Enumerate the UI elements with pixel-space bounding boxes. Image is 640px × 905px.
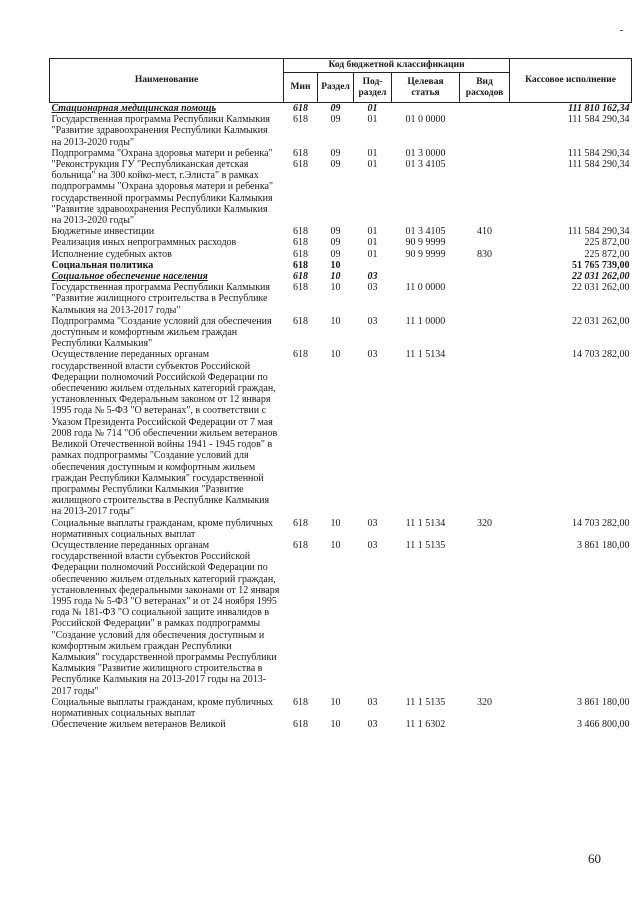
budget-execution-table	[49, 58, 632, 730]
row-vid-raskhodov	[460, 316, 510, 350]
table-row	[50, 719, 632, 730]
row-podrazdel: 03	[367, 517, 378, 529]
row-razdel: 10	[330, 349, 341, 361]
row-razdel: 09	[330, 237, 341, 249]
row-name: Государственная программа Республики Калмыкия "Развитие здравоохранения Республики Калмыкия на 2013-2020 годы"	[51, 114, 271, 148]
row-cash-execution: 14 703 282,00	[572, 349, 630, 361]
row-razdel: 10	[330, 282, 341, 294]
row-min: 618	[293, 259, 308, 271]
row-razdel: 10	[330, 539, 341, 551]
row-vid-raskhodov: 320	[477, 696, 492, 708]
row-cash-execution: 3 861 180,00	[577, 696, 630, 708]
row-razdel: 10	[330, 696, 341, 708]
row-min: 618	[293, 271, 308, 283]
row-name: Стационарная медицинская помощь	[51, 103, 217, 114]
row-razdel: 10	[330, 517, 341, 529]
row-podrazdel: 03	[367, 719, 378, 731]
row-vid-raskhodov	[460, 271, 510, 282]
row-vid-raskhodov	[460, 159, 510, 226]
row-podrazdel: 03	[367, 696, 378, 708]
table-body	[50, 103, 632, 731]
row-min: 618	[293, 719, 308, 731]
header-classification-group: Код бюджетной классификации	[284, 59, 510, 73]
row-cash-execution: 111 584 290,34	[567, 226, 630, 238]
row-podrazdel: 01	[367, 237, 378, 249]
row-vid-raskhodov: 830	[477, 248, 492, 260]
row-min: 618	[293, 315, 308, 327]
row-cash-execution: 111 584 290,34	[567, 114, 630, 126]
row-min: 618	[293, 517, 308, 529]
table-row	[50, 103, 632, 115]
row-podrazdel: 01	[367, 114, 378, 126]
table-row	[50, 282, 632, 316]
row-celevaya-statya: 01 0 0000	[405, 114, 446, 126]
row-cash-execution: 14 703 282,00	[572, 517, 630, 529]
row-celevaya-statya: 01 3 0000	[405, 147, 446, 159]
row-cash-execution: 111 584 290,34	[567, 159, 630, 171]
table-header	[50, 59, 632, 103]
table-row	[50, 518, 632, 540]
row-celevaya-statya: 01 3 4105	[405, 159, 446, 171]
row-cash-execution: 51 765 739,00	[572, 259, 630, 271]
table-row	[50, 148, 632, 159]
table-row	[50, 316, 632, 350]
row-celevaya-statya: 11 1 5134	[405, 349, 446, 361]
page-number: 60	[588, 851, 601, 866]
row-podrazdel: 01	[367, 248, 378, 260]
row-podrazdel: 03	[367, 282, 378, 294]
row-min: 618	[293, 226, 308, 238]
row-name: Социальные выплаты гражданам, кроме публичных нормативных социальных выплат	[51, 517, 274, 540]
row-celevaya-statya: 90 9 9999	[405, 237, 446, 249]
header-vid-raskhodov: Вид расходов	[460, 73, 510, 103]
table-row	[50, 237, 632, 248]
budget-table-sheet	[49, 58, 631, 730]
row-razdel: 09	[330, 103, 341, 114]
row-vid-raskhodov	[460, 540, 510, 697]
row-podrazdel: 03	[367, 349, 378, 361]
row-celevaya-statya: 11 1 5134	[405, 517, 446, 529]
row-razdel: 09	[330, 114, 341, 126]
row-min: 618	[293, 282, 308, 294]
row-celevaya-statya: 11 1 0000	[405, 315, 446, 327]
row-name: Социальная политика	[51, 259, 154, 271]
row-cash-execution: 22 031 262,00	[572, 282, 630, 294]
row-vid-raskhodov	[460, 148, 510, 159]
row-name: Подпрограмма "Создание условий для обеспечения доступным и комфортным жильем граждан Республики Калмыкия"	[51, 315, 272, 350]
row-podrazdel: 01	[367, 159, 378, 171]
table-row	[50, 540, 632, 697]
row-celevaya-statya: 90 9 9999	[405, 248, 446, 260]
header-min: Мин	[284, 73, 318, 103]
row-name: Осуществление переданных органам государственной власти субъектов Российской Федерации полномочий Российской Федерации по обеспечению жильем отдельных категорий граждан, установленных Федеральным законом от 12 января 1995 года № 5-ФЗ "О ветеранах", в соответствии с Указом Президента Российской Федерации от 7 мая 2008 года № 714 "Об обеспечении жильем ветеранов Великой Отечественной войны 1941 - 1945 годов" в рамках подпрограммы "Создание условий для обеспечения доступным и комфортным жильем граждан Республики Калмыкия" государственной программы Республики Калмыкия "Развитие жилищного строительства в Республике Калмыкия на 2013-2017 годы"	[51, 349, 278, 518]
row-name: Обеспечение жильем ветеранов Великой	[51, 719, 226, 731]
header-razdel: Раздел	[318, 73, 354, 103]
row-razdel: 09	[330, 159, 341, 171]
row-celevaya-statya: 01 3 4105	[405, 226, 446, 238]
table-row	[50, 159, 632, 226]
row-vid-raskhodov	[460, 237, 510, 248]
row-min: 618	[293, 147, 308, 159]
row-razdel: 09	[330, 248, 341, 260]
row-razdel: 10	[330, 719, 341, 731]
row-cash-execution: 3 861 180,00	[577, 539, 630, 551]
row-celevaya-statya: 11 1 6302	[405, 719, 446, 731]
row-min: 618	[293, 539, 308, 551]
row-razdel: 10	[330, 271, 341, 283]
row-vid-raskhodov: 410	[477, 226, 492, 238]
row-podrazdel: 03	[367, 539, 378, 551]
row-min: 618	[293, 103, 308, 114]
row-vid-raskhodov	[460, 114, 510, 148]
row-celevaya-statya: 11 1 5135	[405, 696, 446, 708]
row-razdel: 09	[330, 147, 341, 159]
header-cash-execution: Кассовое исполнение	[510, 59, 632, 103]
row-cash-execution: 22 031 262,00	[572, 271, 630, 283]
row-name: Осуществление переданных органам государственной власти субъектов Российской Федерации полномочий Российской Федерации по обеспечению жильем отдельных категорий граждан, установленных федеральными законами от 12 января 1995 года № 5-ФЗ "О ветеранах" и от 24 ноября 1995 года № 181-ФЗ "О социальной защите инвалидов в Российской Федерации" в рамках подпрограммы "Создание условий для обеспечения доступным и комфортным жильем граждан Республики Калмыкия" государственной программы Республики Калмыкия "Развитие жилищного строительства в Республике Калмыкия на 2013-2017 годы на 2013-2017 годы"	[51, 539, 280, 697]
table-row	[50, 349, 632, 517]
row-podrazdel: 03	[367, 315, 378, 327]
row-podrazdel: 01	[367, 147, 378, 159]
row-vid-raskhodov	[460, 282, 510, 316]
row-podrazdel: 01	[367, 226, 378, 238]
row-celevaya-statya	[392, 271, 460, 282]
row-min: 618	[293, 114, 308, 126]
row-cash-execution: 225 872,00	[584, 237, 630, 249]
row-vid-raskhodov	[460, 260, 510, 271]
scan-mark	[620, 30, 623, 31]
row-name: Социальное обеспечение населения	[51, 271, 208, 283]
row-name: Государственная программа Республики Калмыкия "Развитие жилищного строительства в Республике Калмыкия на 2013-2017 годы"	[51, 282, 271, 316]
table-row	[50, 114, 632, 148]
row-name: Бюджетные инвестиции	[51, 226, 155, 238]
table-row	[50, 249, 632, 260]
row-cash-execution: 3 466 800,00	[577, 719, 630, 731]
row-cash-execution: 22 031 262,00	[572, 315, 630, 327]
row-cash-execution: 225 872,00	[584, 248, 630, 260]
header-celevaya-statya: Целевая статья	[392, 73, 460, 103]
row-cash-execution: 111 810 162,34	[568, 103, 630, 114]
header-podrazdel: Под-раздел	[354, 73, 392, 103]
row-podrazdel: 03	[367, 271, 378, 283]
row-min: 618	[293, 696, 308, 708]
row-vid-raskhodov	[460, 349, 510, 517]
row-min: 618	[293, 349, 308, 361]
row-celevaya-statya: 11 0 0000	[405, 282, 446, 294]
table-row	[50, 226, 632, 237]
row-name: Исполнение судебных актов	[51, 248, 172, 260]
row-name: "Реконструкция ГУ "Республиканская детская больница" на 300 койко-мест, г.Элиста" в рамках подпрограммы "Охрана здоровья матери и ребенка" государственной программы Республики Калмыкия "Развитие здравоохранения Республики Калмыкия на 2013-2020 годы"	[51, 159, 274, 227]
row-min: 618	[293, 237, 308, 249]
row-vid-raskhodov	[460, 719, 510, 730]
table-row	[50, 260, 632, 271]
row-cash-execution: 111 584 290,34	[567, 147, 630, 159]
row-razdel: 10	[330, 315, 341, 327]
row-min: 618	[293, 248, 308, 260]
row-celevaya-statya: 11 1 5135	[405, 539, 446, 551]
table-row	[50, 697, 632, 719]
row-podrazdel	[354, 260, 392, 271]
row-name: Реализация иных непрограммных расходов	[51, 237, 237, 249]
row-name: Социальные выплаты гражданам, кроме публичных нормативных социальных выплат	[51, 696, 274, 719]
row-vid-raskhodov: 320	[477, 517, 492, 529]
row-podrazdel: 01	[367, 103, 378, 114]
row-vid-raskhodov	[460, 103, 510, 115]
row-celevaya-statya	[392, 260, 460, 271]
row-razdel: 09	[330, 226, 341, 238]
row-celevaya-statya	[392, 103, 460, 115]
header-name: Наименование	[50, 59, 284, 103]
row-name: Подпрограмма "Охрана здоровья матери и ребенка"	[51, 147, 273, 159]
row-min: 618	[293, 159, 308, 171]
table-row	[50, 271, 632, 282]
row-razdel: 10	[330, 259, 341, 271]
